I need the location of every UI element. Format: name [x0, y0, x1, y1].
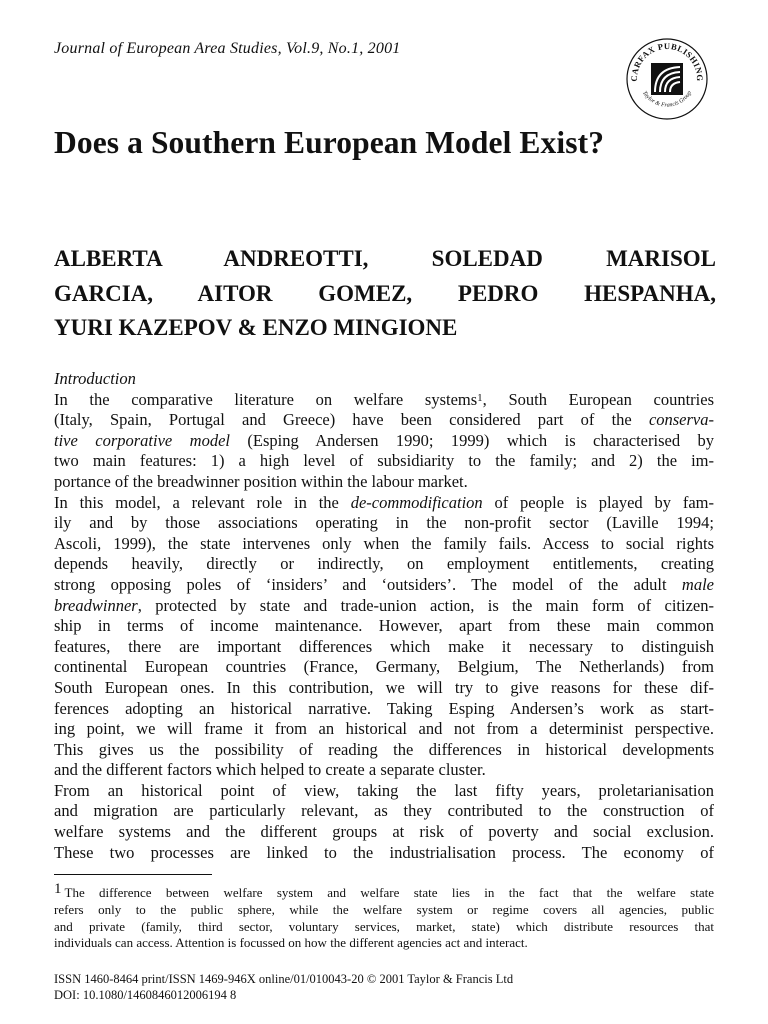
body-line: (Italy, Spain, Portugal and Greece) have been considered part of the conserva- — [54, 410, 714, 430]
body-line: features, there are important differences which make it necessary to distinguish — [54, 636, 714, 656]
author-line: ALBERTA ANDREOTTI, SOLEDAD MARISOL — [54, 246, 716, 271]
footnote-line: refers only to the public sphere, while the welfare system or regime covers all agencies, public — [54, 901, 714, 917]
body-line: depends heavily, directly or indirectly, on employment entitlements, creating — [54, 554, 714, 574]
body-line: tive corporative model (Esping Andersen 1990; 1999) which is characterised by — [54, 430, 714, 450]
body-line: In this model, a relevant role in the de-commodification of people is played by fam- — [54, 492, 714, 512]
body-line: From an historical point of view, taking the last fifty years, proletarianisation — [54, 780, 714, 800]
body-line: ferences adopting an historical narrative. Taking Esping Andersen’s work as start- — [54, 698, 714, 718]
body-line: South European ones. In this contribution, we will try to give reasons for these dif- — [54, 677, 714, 697]
body-line: ing point, we will frame it from an historical and not from a determinist perspective. — [54, 719, 714, 739]
body-line: This gives us the possibility of reading the differences in historical developments — [54, 739, 714, 759]
journal-citation: Journal of European Area Studies, Vol.9, No.1, 2001 — [54, 40, 401, 57]
body-line: portance of the breadwinner position within the labour market. — [54, 471, 468, 491]
footnote-ref[interactable]: 1 — [477, 391, 483, 404]
body-line: and migration are particularly relevant, as they contributed to the construction of — [54, 801, 714, 821]
body-line: and the different factors which helped to create a separate cluster. — [54, 760, 486, 780]
body-line: In the comparative literature on welfare systems$^1$, South European countries — [54, 389, 714, 409]
body-line: Ascoli, 1999), the state intervenes only when the family fails. Access to social rights — [54, 533, 714, 553]
issn-line: ISSN 1460-8464 print/ISSN 1469-946X online/01/010043-20 © 2001 Taylor & Francis Ltd — [54, 972, 514, 986]
logo-text: CARFAX PUBLISHING — [628, 40, 706, 82]
footnote-divider — [54, 874, 212, 875]
body-line: strong opposing poles of ‘insiders’ and ‘outsiders’. The model of the adult male — [54, 574, 714, 594]
author-line: YURI KAZEPOV & ENZO MINGIONE — [54, 315, 458, 340]
body-line: two main features: 1) a high level of subsidiarity to the family; and 2) the im- — [54, 451, 714, 471]
footnote-line: $^1$ The difference between welfare system and welfare state lies in the fact that the welfare state — [54, 881, 714, 900]
body-line: welfare systems and the different groups at risk of poverty and social exclusion. — [54, 822, 714, 842]
body-line: ily and by those associations operating in the non-profit sector (Laville 1994; — [54, 513, 714, 533]
article-title: Does a Southern European Model Exist? — [54, 125, 605, 160]
footnote-line: and private (family, third sector, voluntary services, market, state) which distribute resources that — [54, 918, 714, 934]
section-heading: Introduction — [54, 369, 136, 388]
logo-subtext: Taylor & Francis Group — [640, 90, 694, 109]
author-line: GARCIA, AITOR GOMEZ, PEDRO HESPANHA, — [54, 280, 716, 306]
article-body — [54, 369, 714, 863]
footnote-marker: 1 — [54, 881, 62, 897]
footnote — [54, 881, 714, 952]
carfax-publishing-logo — [626, 38, 708, 120]
footnote-line: individuals can access. Attention is focussed on how the different agencies act and interact. — [54, 935, 528, 951]
body-line: These two processes are linked to the industrialisation process. The economy of — [54, 842, 714, 862]
body-line: ship in terms of income maintenance. However, apart from these main common — [54, 616, 714, 636]
logo-emblem-icon — [651, 63, 683, 95]
author-list — [54, 242, 716, 346]
body-line: continental European countries (France, Germany, Belgium, The Netherlands) from — [54, 657, 714, 677]
issn-block — [54, 971, 513, 1003]
doi-line[interactable]: DOI: 10.1080/1460846012006194 8 — [54, 988, 237, 1002]
body-line: breadwinner, protected by state and trade-union action, is the main form of citizen- — [54, 595, 714, 615]
